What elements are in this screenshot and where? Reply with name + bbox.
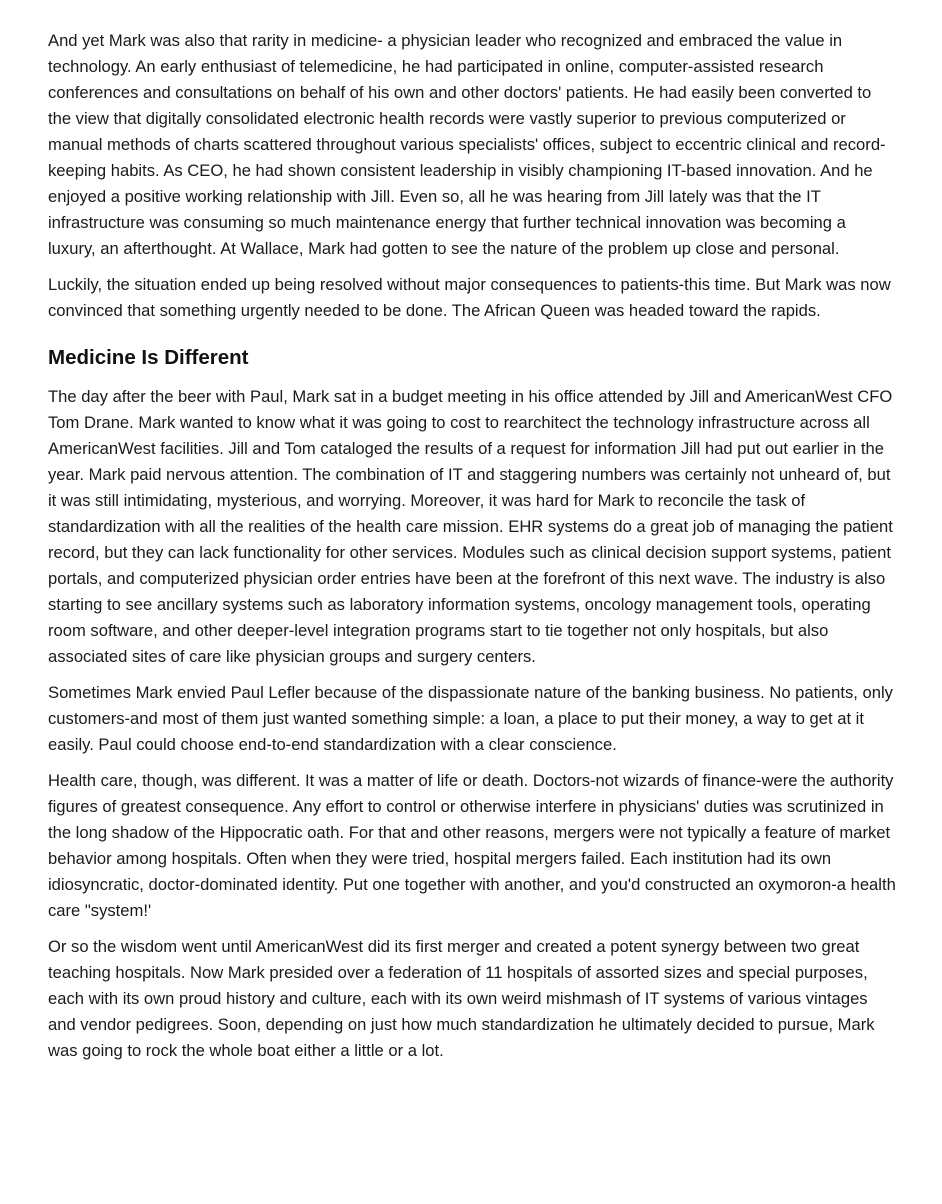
paragraph-banking-envy: Sometimes Mark envied Paul Lefler because of the dispassionate nature of the banking business. No patients, only customers-and most of them just wanted something simple: a loan, a place to put their money, a way to get at it easily. Paul could choose end-to-end standardization with a clear conscience. <box>48 683 893 754</box>
paragraph-mark-technology: And yet Mark was also that rarity in medicine- a physician leader who recognized and embraced the value in technology. An early enthusiast of telemedicine, he had participated in online, computer-assisted research conferences and consultations on behalf of his own and other doctors' patients. He had easily been converted to the view that digitally consolidated electronic health records were vastly superior to previous computerized or manual methods of charts scattered throughout various specialists' offices, subject to eccentric clinical and record-keeping habits. As CEO, he had shown consistent leadership in visibly championing IT-based innovation. And he enjoyed a positive working relationship with Jill. Even so, all he was hearing from Jill lately was that the IT infrastructure was consuming so much maintenance energy that further technical innovation was becoming a luxury, an afterthought. At Wallace, Mark had gotten to see the nature of the problem up close and personal. <box>48 31 886 258</box>
section-heading: Medicine Is Different <box>48 346 249 369</box>
document-page <box>48 28 898 1074</box>
paragraph-first-merger: Or so the wisdom went until AmericanWest did its first merger and created a potent synergy between two great teaching hospitals. Now Mark presided over a federation of 11 hospitals of assorted sizes and special purposes, each with its own proud history and culture, each with its own weird mishmash of IT systems of various vintages and vendor pedigrees. Soon, depending on just how much standardization he ultimately decided to pursue, Mark was going to rock the whole boat either a little or a lot. <box>48 937 875 1060</box>
paragraph-budget-meeting: The day after the beer with Paul, Mark sat in a budget meeting in his office attended by Jill and AmericanWest CFO Tom Drane. Mark wanted to know what it was going to cost to rearchitect the technology infrastructure across all AmericanWest facilities. Jill and Tom cataloged the results of a request for information Jill had put out earlier in the year. Mark paid nervous attention. The combination of IT and staggering numbers was certainly not unheard of, but it was still intimidating, mysterious, and worrying. Moreover, it was hard for Mark to reconcile the task of standardization with all the realities of the health care mission. EHR systems do a great job of managing the patient record, but they can lack functionality for other services. Modules such as clinical decision support systems, patient portals, and computerized physician order entries have been at the forefront of this next wave. The industry is also starting to see ancillary systems such as laboratory information systems, oncology management tools, operating room software, and other deeper-level integration programs start to tie together not only hospitals, but also associated sites of care like physician groups and surgery centers. <box>48 387 893 666</box>
paragraph-situation-resolved: Luckily, the situation ended up being resolved without major consequences to patients-this time. But Mark was now convinced that something urgently needed to be done. The African Queen was headed toward the rapids. <box>48 275 891 320</box>
paragraph-health-care-different: Health care, though, was different. It was a matter of life or death. Doctors-not wizards of finance-were the authority figures of greatest consequence. Any effort to control or otherwise interfere in physicians' duties was scrutinized in the long shadow of the Hippocratic oath. For that and other reasons, mergers were not typically a feature of market behavior among hospitals. Often when they were tried, hospital mergers failed. Each institution had its own idiosyncratic, doctor-dominated identity. Put one together with another, and you'd constructed an oxymoron-a health care "system!' <box>48 771 896 920</box>
